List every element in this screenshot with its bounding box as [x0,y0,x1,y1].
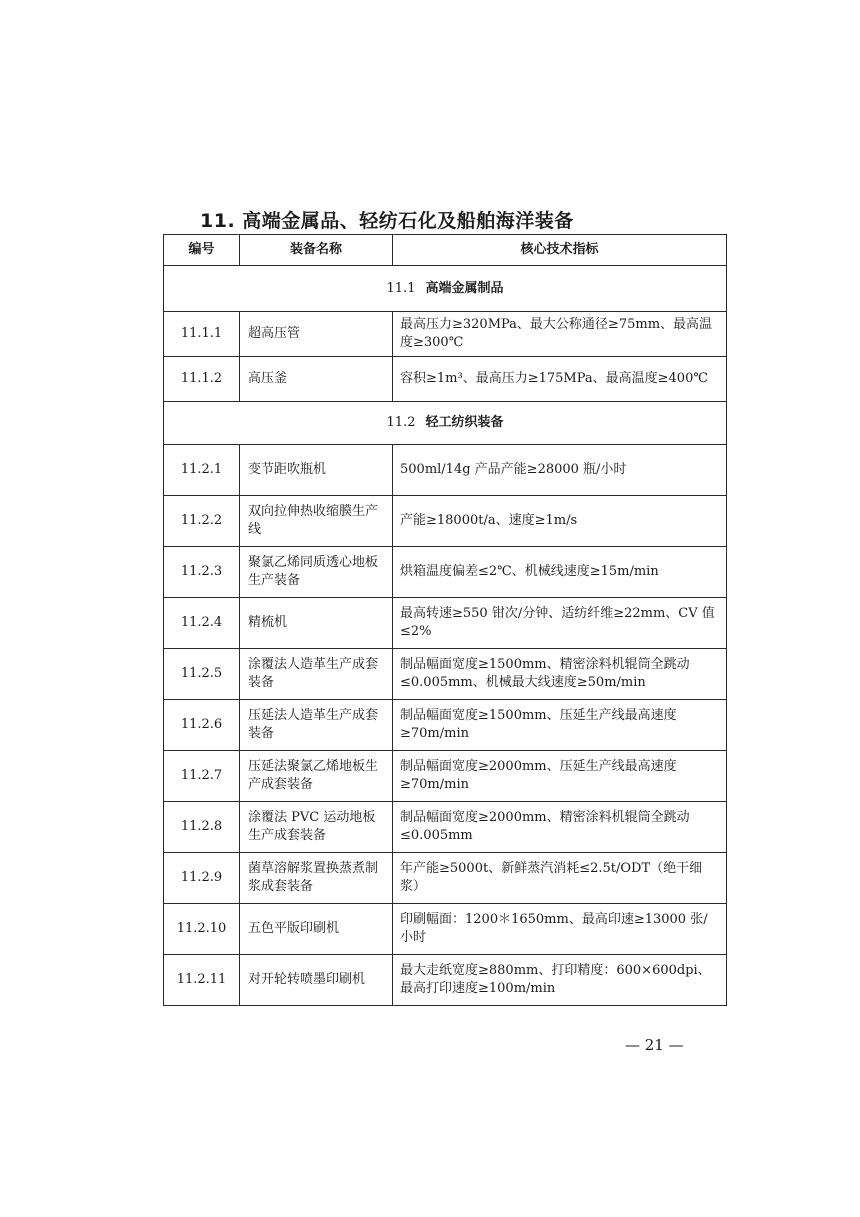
table-row [164,598,727,649]
equipment-table [163,234,727,1006]
item-name: 压延法人造革生产成套装备 [240,700,393,751]
section-heading: 11. 高端金属品、轻纺石化及船舶海洋装备 [200,210,574,232]
item-spec: 制品幅面宽度≥1500mm、压延生产线最高速度≥70m/min [393,700,727,751]
item-spec: 最高转速≥550 钳次/分钟、适纺纤维≥22mm、CV 值≤2% [393,598,727,649]
table-row [164,955,727,1006]
section-title: 轻工纺织装备 [425,415,504,430]
item-spec: 500ml/14g 产品产能≥28000 瓶/小时 [393,445,727,496]
item-id: 11.2.6 [164,700,240,751]
item-id: 11.2.8 [164,802,240,853]
item-id: 11.2.1 [164,445,240,496]
item-spec: 制品幅面宽度≥2000mm、精密涂料机辊筒全跳动≤0.005mm [393,802,727,853]
item-name: 涂覆法人造革生产成套装备 [240,649,393,700]
item-id: 11.2.9 [164,853,240,904]
table-row [164,547,727,598]
table-row [164,751,727,802]
item-name: 变节距吹瓶机 [240,445,393,496]
item-id: 11.2.3 [164,547,240,598]
item-id: 11.2.7 [164,751,240,802]
table-row [164,496,727,547]
item-spec: 最高压力≥320MPa、最大公称通径≥75mm、最高温度≥300℃ [393,312,727,357]
column-header-id: 编号 [164,235,240,266]
item-spec: 产能≥18000t/a、速度≥1m/s [393,496,727,547]
item-id: 11.1.1 [164,312,240,357]
section-title: 高端金属制品 [425,280,504,296]
item-spec: 制品幅面宽度≥2000mm、压延生产线最高速度≥70m/min [393,751,727,802]
item-name: 涂覆法 PVC 运动地板生产成套装备 [240,802,393,853]
section-cell [164,402,727,445]
section-row [164,402,727,445]
item-spec: 印刷幅面：1200＊1650mm、最高印速≥13000 张/小时 [393,904,727,955]
table-header-row [164,235,727,266]
section-row [164,266,727,312]
item-name: 压延法聚氯乙烯地板生产成套装备 [240,751,393,802]
section-number: 11.2 [386,415,416,430]
item-name: 精梳机 [240,598,393,649]
item-spec: 制品幅面宽度≥1500mm、精密涂料机辊筒全跳动≤0.005mm、机械最大线速度≥50m/min [393,649,727,700]
table-row [164,700,727,751]
page-number: — 21 — [625,1036,684,1054]
item-name: 五色平版印刷机 [240,904,393,955]
table-row [164,312,727,357]
table-row [164,853,727,904]
item-id: 11.2.5 [164,649,240,700]
item-id: 11.2.10 [164,904,240,955]
item-name: 对开轮转喷墨印刷机 [240,955,393,1006]
item-spec: 最大走纸宽度≥880mm、打印精度：600×600dpi、最高打印速度≥100m/min [393,955,727,1006]
item-name: 菌草溶解浆置换蒸煮制浆成套装备 [240,853,393,904]
table-row [164,649,727,700]
item-name: 超高压管 [240,312,393,357]
item-spec: 容积≥1m³、最高压力≥175MPa、最高温度≥400℃ [393,357,727,402]
table-row [164,904,727,955]
column-header-name: 装备名称 [240,235,393,266]
section-number: 11.1 [386,280,416,296]
item-name: 高压釜 [240,357,393,402]
item-id: 11.2.11 [164,955,240,1006]
item-spec: 烘箱温度偏差≤2℃、机械线速度≥15m/min [393,547,727,598]
item-id: 11.1.2 [164,357,240,402]
section-cell [164,266,727,312]
item-id: 11.2.2 [164,496,240,547]
table-row [164,802,727,853]
item-id: 11.2.4 [164,598,240,649]
column-header-spec: 核心技术指标 [393,235,727,266]
item-name: 双向拉伸热收缩膜生产线 [240,496,393,547]
table-row [164,357,727,402]
table-row [164,445,727,496]
item-name: 聚氯乙烯同质透心地板生产装备 [240,547,393,598]
item-spec: 年产能≥5000t、新鲜蒸汽消耗≤2.5t/ODT（绝干细浆） [393,853,727,904]
